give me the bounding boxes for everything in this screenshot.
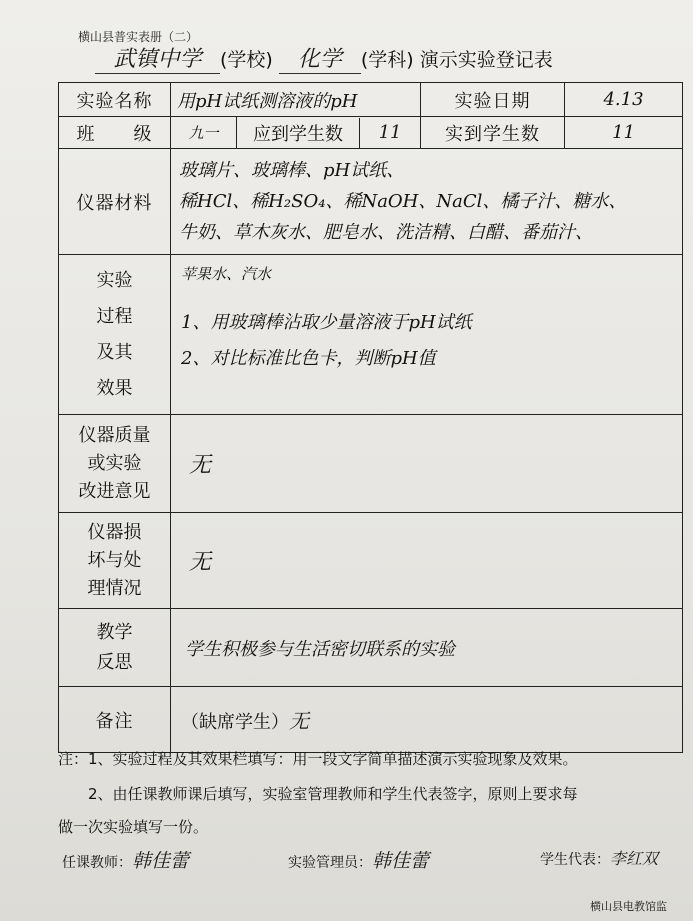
teacher-signature — [62, 846, 189, 873]
remark-value: 无 — [289, 709, 309, 733]
damage-value: 无 — [171, 513, 683, 609]
remark-prefix: （缺席学生） — [181, 712, 289, 733]
materials-line: 稀HCl、稀H₂SO₄、稀NaOH、NaCl、橘子汁、糖水、 — [179, 191, 627, 212]
expected-count-label: 应到学生数 — [253, 123, 343, 145]
quality-label-line: 改进意见 — [78, 480, 151, 502]
lab-manager-label: 实验管理员： — [288, 855, 372, 871]
damage-label-line: 仪器损 — [87, 521, 142, 543]
teacher-name: 韩佳蕾 — [132, 850, 190, 872]
lab-manager-signature — [288, 846, 429, 873]
registration-table — [58, 82, 683, 753]
table-row — [59, 513, 683, 609]
table-row — [59, 687, 683, 753]
process-label — [59, 255, 171, 415]
note-line: 注：1、实验过程及其效果栏填写：用一段文字简单描述演示实验现象及效果。 — [58, 750, 578, 768]
form-title: 演示实验登记表 — [419, 49, 553, 71]
materials-value — [171, 149, 683, 255]
footer-stamp: 横山县电教馆监 — [590, 900, 667, 913]
lab-manager-name: 韩佳蕾 — [372, 850, 430, 872]
subject-suffix: (学科) — [360, 49, 414, 71]
reflection-value: 学生积极参与生活密切联系的实验 — [171, 609, 683, 687]
teacher-label: 任课教师： — [62, 855, 132, 871]
quality-label — [59, 415, 171, 513]
materials-line: 牛奶、草木灰水、肥皂水、洗洁精、白醋、番茄汁、 — [179, 222, 593, 243]
note-line: 2、由任课教师课后填写，实验室管理教师和学生代表签字，原则上要求每 — [58, 785, 578, 803]
actual-count-value: 11 — [565, 117, 683, 149]
subject-name: 化学 — [279, 42, 361, 74]
reflection-label — [59, 609, 171, 687]
table-row — [59, 415, 683, 513]
process-label-line: 及其 — [96, 341, 133, 363]
expected-count-value: 11 — [359, 118, 420, 148]
damage-label — [59, 513, 171, 609]
expected-count-cell — [237, 117, 421, 149]
table-row — [59, 149, 683, 255]
note-line: 做一次实验填写一份。 — [58, 818, 209, 836]
class-label: 班 级 — [59, 117, 171, 149]
process-value — [171, 255, 683, 415]
student-rep-name: 李红双 — [610, 849, 659, 868]
materials-line: 玻璃片、玻璃棒、pH试纸、 — [179, 160, 405, 181]
process-step: 2、对比标准比色卡，判断pH值 — [181, 348, 436, 369]
school-suffix: (学校) — [220, 49, 273, 71]
form-heading — [95, 42, 553, 74]
table-row — [59, 609, 683, 687]
remark-label: 备注 — [59, 687, 171, 753]
quality-value: 无 — [171, 415, 683, 513]
materials-line: 苹果水、汽水 — [181, 265, 272, 283]
experiment-name-value: 用pH试纸测溶液的pH — [171, 83, 421, 117]
date-value: 4.13 — [565, 83, 683, 117]
experiment-name-label: 实验名称 — [59, 83, 171, 117]
process-label-line: 效果 — [96, 377, 133, 399]
student-rep-label: 学生代表： — [540, 852, 610, 868]
actual-count-label: 实到学生数 — [421, 117, 565, 149]
table-row — [59, 83, 683, 117]
book-title: 横山县普实表册（二） — [78, 30, 199, 44]
school-name: 武镇中学 — [95, 42, 220, 74]
quality-label-line: 仪器质量 — [78, 424, 151, 446]
student-rep-signature — [540, 846, 658, 869]
class-value: 九一 — [171, 117, 237, 149]
materials-label: 仪器材料 — [59, 149, 171, 255]
process-label-line: 实验 — [96, 269, 133, 291]
process-label-line: 过程 — [96, 305, 133, 327]
reflection-label-line: 反思 — [96, 651, 133, 673]
damage-label-line: 理情况 — [87, 577, 142, 599]
reflection-label-line: 教学 — [96, 621, 133, 643]
damage-label-line: 坏与处 — [87, 549, 142, 571]
process-step: 1、用玻璃棒沾取少量溶液于pH试纸 — [181, 312, 472, 333]
table-row — [59, 255, 683, 415]
table-row — [59, 117, 683, 149]
quality-label-line: 或实验 — [87, 452, 142, 474]
remark-cell — [171, 687, 683, 753]
date-label: 实验日期 — [421, 83, 565, 117]
